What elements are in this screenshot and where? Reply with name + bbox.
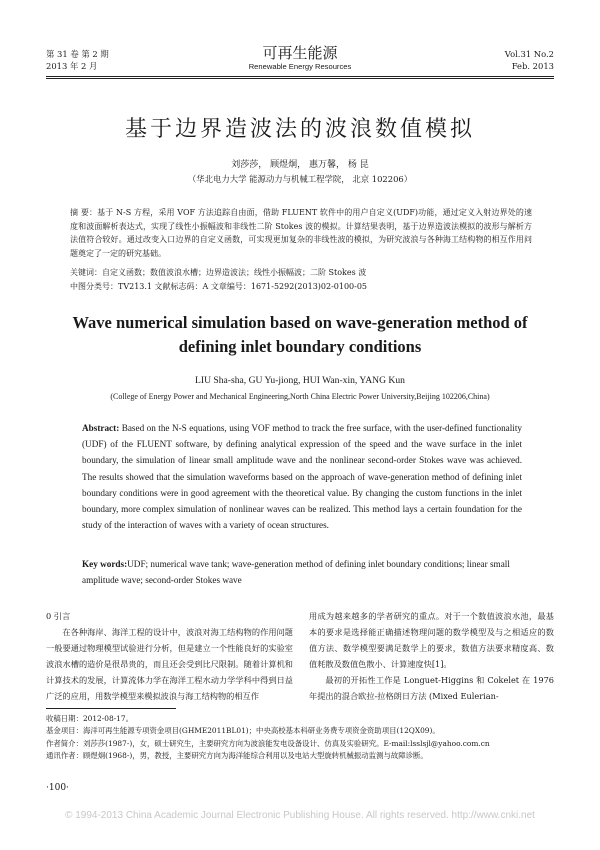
body-column-left <box>46 608 293 704</box>
authors-cn: 刘莎莎， 顾煜炯， 惠万馨， 杨 昆 <box>231 160 369 170</box>
keywords-cn: 关键词：自定义函数；数值波浪水槽；边界造波法；线性小振幅波；二阶 Stokes 波 <box>70 268 367 277</box>
footnote-received: 收稿日期：2012-08-17。 <box>46 714 133 723</box>
footnotes <box>46 713 556 762</box>
classification-cn: 中图分类号：TV213.1 文献标志码：A 文章编号：1671-5292(2013)02-0100-05 <box>70 282 368 291</box>
body-paragraph: 用成为越来越多的学者研究的重点。对于一个数值波浪水池，最基本的要求是选择能正确描述物理问题的数学模型及与之相适应的数值方法、数学模型要满足数学上的要求，数值方法要求精度高、数值耗散及数值色散小、计算速度快[1]。 <box>309 611 554 669</box>
body-column-right <box>309 608 554 704</box>
footnote-rule <box>46 708 176 709</box>
section-heading-intro: 0 引言 <box>46 611 71 621</box>
keywords-en <box>82 556 522 588</box>
paper-title-en-line1: Wave numerical simulation based on wave-generation method of <box>72 313 528 332</box>
paper-title-cn: 基于边界造波法的波浪数值模拟 <box>124 117 475 142</box>
header-volume-en: Vol.31 No.2 <box>504 49 554 59</box>
affiliation-en: (College of Energy Power and Mechanical Engineering,North China Electric Power University,Beijing 102206,China) <box>110 392 490 401</box>
abstract-en-text: Based on the N-S equations, using VOF method to track the free surface, with the user-defined functionality (UDF) of the FLUENT software, by defining analytical expression of the speed and the wave surface in the inlet boundary, the simulation of linear small amplitude wave and the nonlinear second-order Stokes wave was achieved. The results showed that the simulation waveforms based on the approach of wave-generation method of defining inlet boundary conditions were in good agreement with the theoretical value. By changing the custom functions in the inlet boundary, more complex simulation of nonlinear waves can be realized. This method lays a certain foundation for the study of the interaction of waves with a variety of ocean structures. <box>82 423 522 531</box>
header-volume-info-en <box>505 48 554 72</box>
keywords-en-label: Key words: <box>82 559 128 569</box>
affiliation-cn: （华北电力大学 能源动力与机械工程学院， 北京 102206） <box>187 174 413 184</box>
copyright-watermark: © 1994-2013 China Academic Journal Electronic Publishing House. All rights reserved. http://www.cnki.net <box>65 810 535 821</box>
keywords-en-text: UDF; numerical wave tank; wave-generation method of defining inlet boundary conditions; linear small amplitude wave; second-order Stokes wave <box>82 559 510 586</box>
paper-title-en-line2: defining inlet boundary conditions <box>178 337 422 356</box>
abstract-en-label: Abstract: <box>82 423 120 433</box>
footnote-fund: 基金项目：海洋可再生能源专项资金项目(GHME2011BL01)；中央高校基本科研业务费专项资金资助项目(12QX09)。 <box>46 726 440 736</box>
journal-name-cn: 可再生能源 <box>262 44 338 62</box>
footnote-corresponding: 通讯作者：顾煜炯(1968-)，男，教授，主要研究方向为海洋能综合利用以及电站大型旋转机械振动监测与故障诊断。 <box>46 750 428 760</box>
header-date: 2013 年 2 月 <box>46 61 98 71</box>
abstract-cn: 摘 要：基于 N-S 方程，采用 VOF 方法追踪自由面，借助 FLUENT 软件中的用户自定义(UDF)功能，通过定义入射边界处的速度和波面解析表达式，实现了线性小振幅波和非线性二阶 Stokes 波的模拟。计算结果表明，基于边界造波法模拟的波形与解析方法值符合较好。通过改变入口边界的自定义函数，可实现更加复杂的非线性波的模拟，为研究波浪与各种海工结构物的相互作用问题奠定了一定的研究基础。 <box>70 208 532 258</box>
header-volume-info <box>46 48 109 72</box>
body-paragraph: 在各种海岸、海洋工程的设计中，波浪对海工结构物的作用问题一般要通过物理模型试验进行分析，但是建立一个性能良好的实验室波浪水槽的造价是很昂贵的，而且还会受到比尺限制。随着计算机和计算技术的发展，计算流体力学在海洋工程水动力学学科中得到日益广泛的应用，用数学模型来模拟波浪与海工结构物的相互作 <box>46 627 293 701</box>
authors-en: LIU Sha-sha, GU Yu-jiong, HUI Wan-xin, YANG Kun <box>195 375 405 386</box>
header-rule <box>46 76 554 77</box>
footnote-author: 作者简介：刘莎莎(1987-)，女，硕士研究生，主要研究方向为波浪能发电设备设计、仿真及实验研究。E-mail:lsslsjl@yahoo.com.cn <box>46 738 490 748</box>
header-date-en: Feb. 2013 <box>511 61 554 71</box>
journal-name-en: Renewable Energy Resources <box>248 62 352 71</box>
abstract-en <box>82 420 522 533</box>
journal-name <box>210 44 390 72</box>
body-paragraph: 最初的开拓性工作是 Longuet-Higgins 和 Cokelet 在 1976 年提出的混合欧拉-拉格朗日方法 (Mixed Eulerian- <box>309 675 554 701</box>
header-volume: 第 31 卷 第 2 期 <box>46 49 109 59</box>
header-rule-thin <box>46 78 554 79</box>
page-number: ·100· <box>46 783 69 793</box>
paper-title-en <box>40 311 560 359</box>
